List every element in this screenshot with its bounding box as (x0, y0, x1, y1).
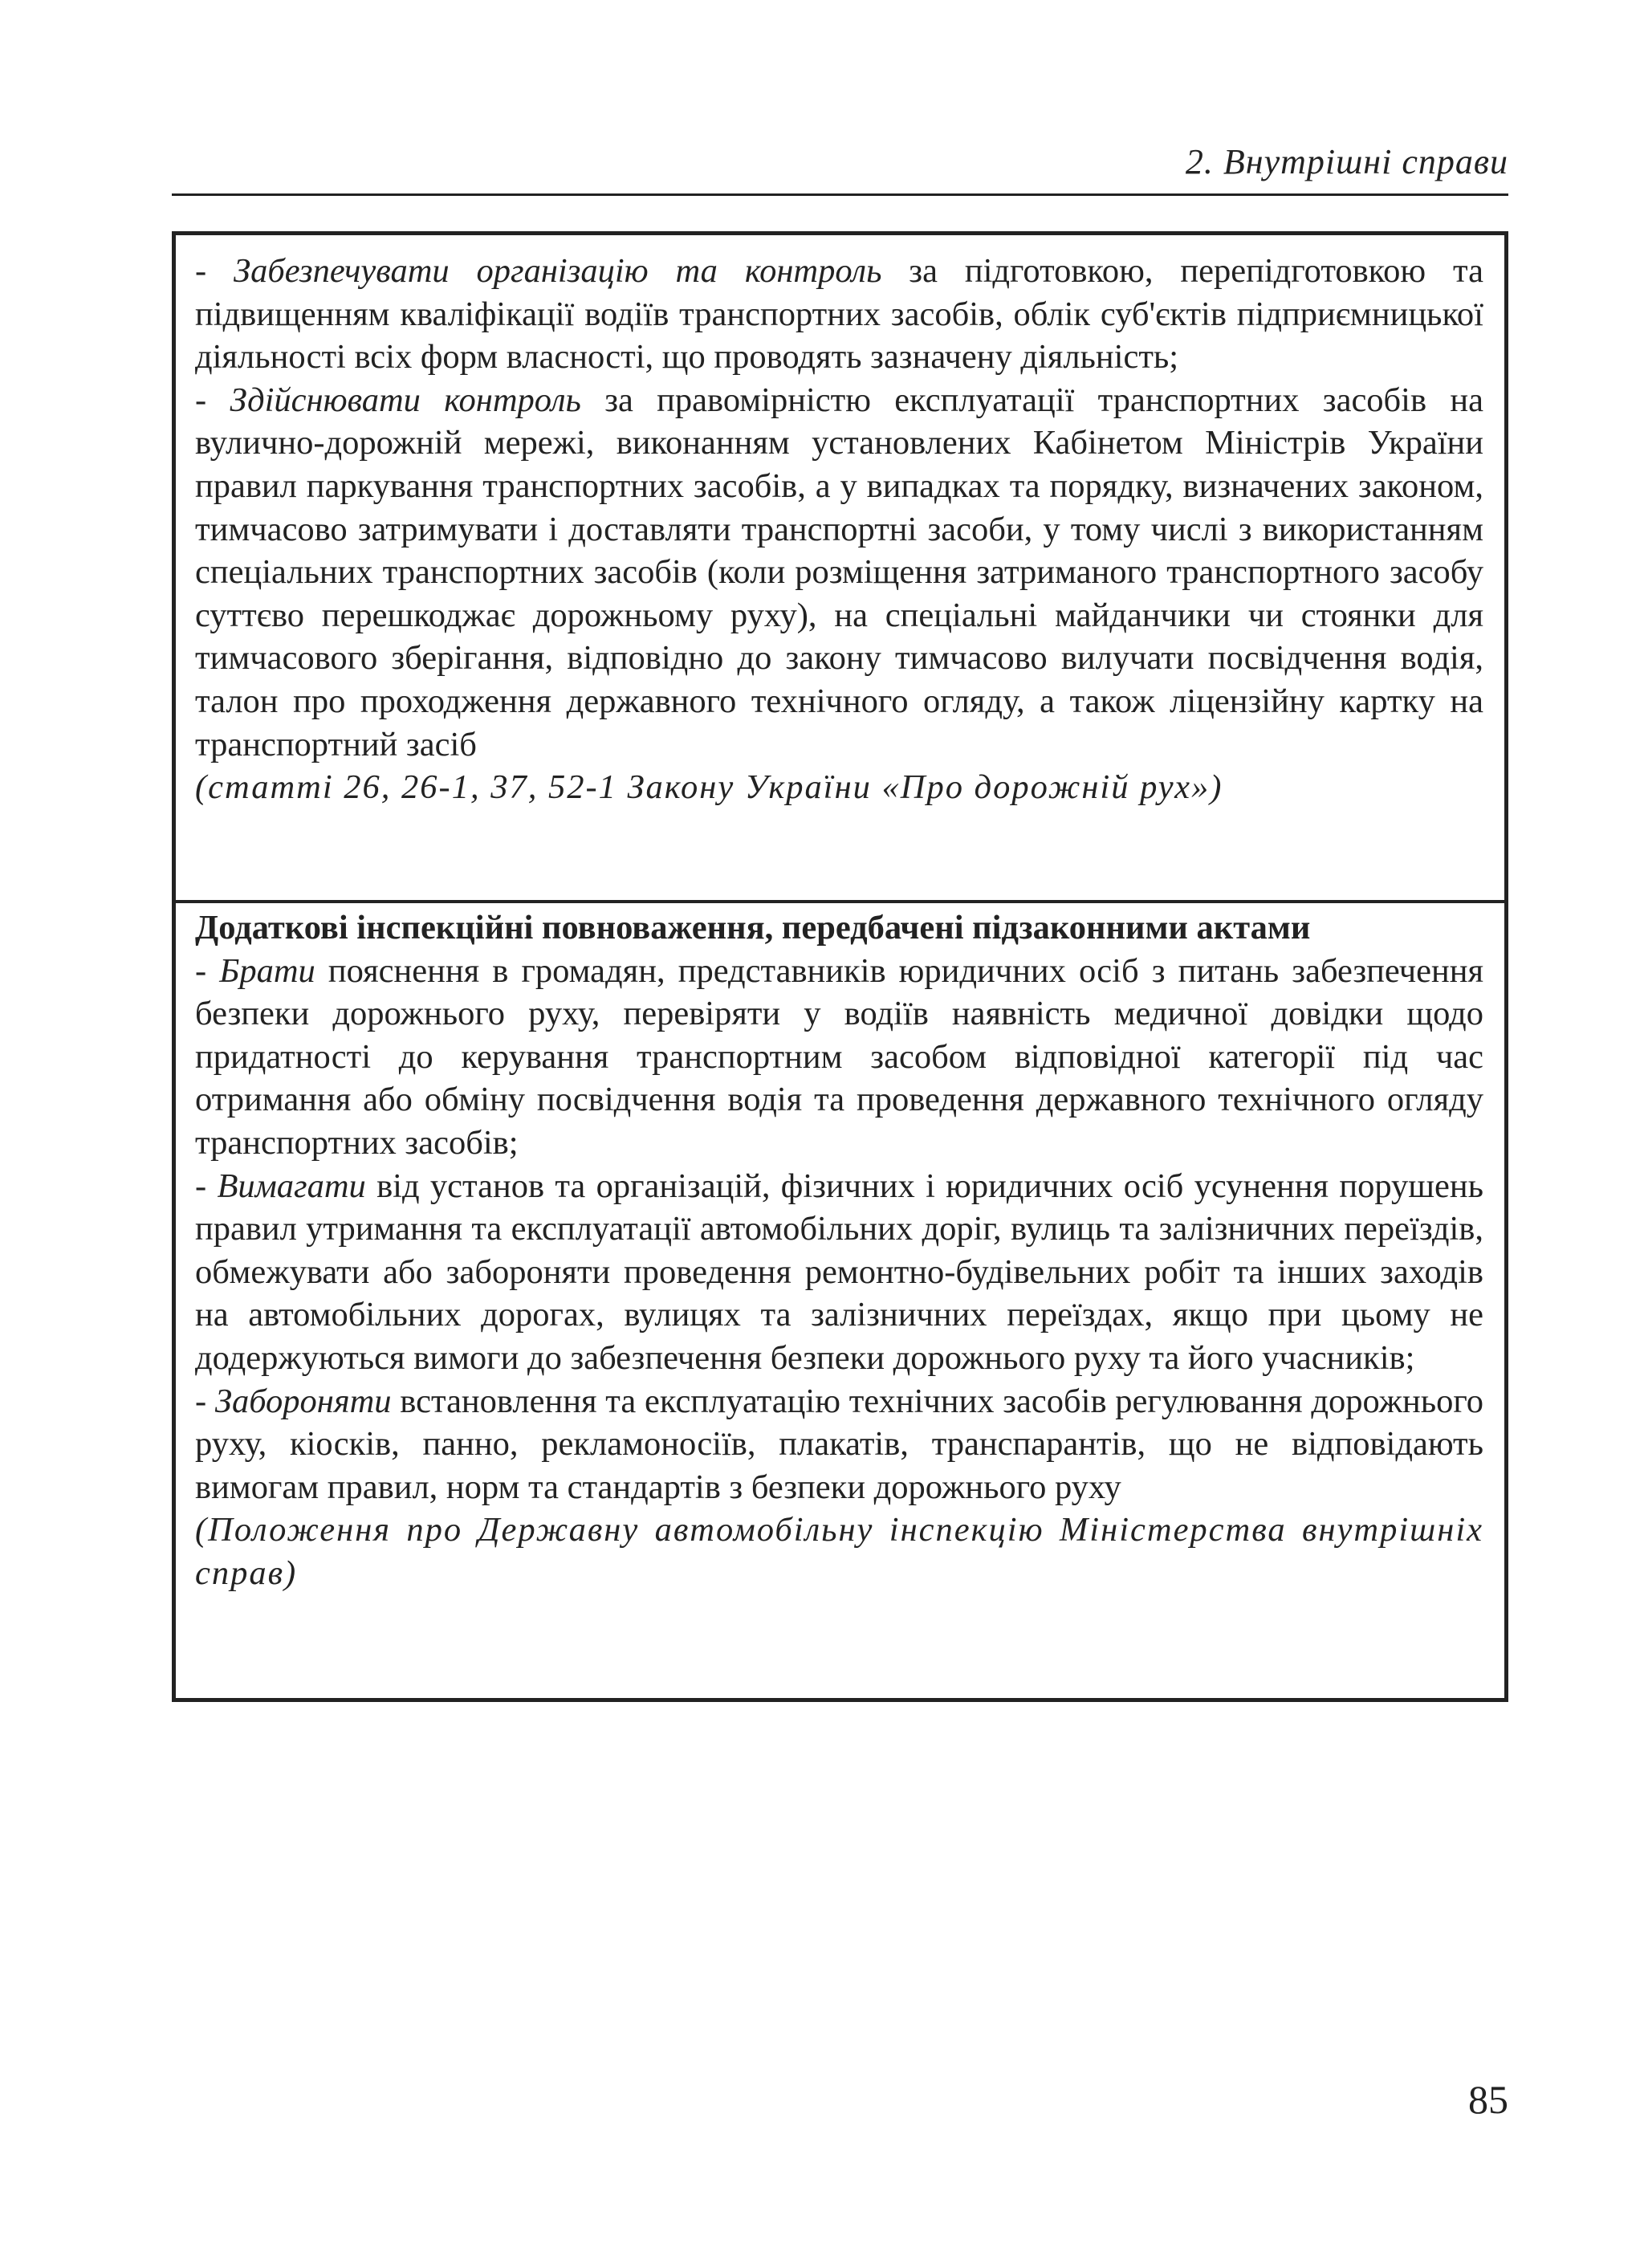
header-rule (172, 193, 1508, 196)
table-section-bylaw-powers (176, 906, 1504, 1595)
list-item-dash: - (195, 951, 220, 990)
list-item-dash: - (195, 1382, 215, 1420)
legal-citation: (Положення про Державну автомобільну інспекцію Міністерства внутрішніх справ) (195, 1511, 1483, 1592)
list-item-emphasis: Забороняти (214, 1382, 392, 1420)
page-number: 85 (1468, 2077, 1508, 2122)
powers-table (172, 231, 1508, 1702)
list-item-text: встановлення та експлуатацію технічних засобів регулювання дорожнього руху, кіосків, панно, рекламоносіїв, плакатів, транспарантів, що не відповідають вимогам правил, норм та стандартів з безпеки дорожнього руху (195, 1382, 1483, 1506)
list-item-dash: - (195, 381, 230, 419)
list-item (195, 250, 1483, 379)
legal-citation: (статті 26, 26-1, 37, 52-1 Закону України «Про дорожній рух») (195, 768, 1223, 807)
list-item-emphasis: Вимагати (217, 1167, 366, 1205)
section-heading: Додаткові інспекційні повноваження, передбачені підзаконними актами (195, 909, 1311, 947)
running-header-chapter-title: 2. Внутрішні справи (1185, 142, 1508, 181)
table-section-road-traffic-law (176, 250, 1504, 809)
list-item-text: за підготовкою, перепідготовкою та підвищенням кваліфікації водіїв транспортних засобів, облік суб'єктів підприємницької діяльності всіх форм власності, що проводять зазначену діяльність; (195, 252, 1484, 377)
list-item (195, 379, 1483, 766)
section-divider (176, 900, 1504, 903)
list-item-emphasis: Брати (219, 951, 315, 990)
list-item-text: пояснення в громадян, представників юридичних осіб з питань забезпечення безпеки дорожнього руху, перевіряти у водіїв наявність медичної довідки щодо придатності до керування транспортним засобом відповідної категорії під час отримання або обміну посвідчення водія та проведення державного технічного огляду транспортних засобів; (195, 951, 1484, 1162)
list-item-emphasis: Здійснювати контроль (230, 381, 581, 419)
list-item-text: за правомірністю експлуатації транспортних засобів на вулично-дорожній мережі, виконанням установлених Кабінетом Міністрів України правил паркування транспортних засобів, а у випадках та порядку, визначених законом, тимчасово затримувати і доставляти транспортні засоби, у тому числі з використанням спеціальних транспортних засобів (коли розміщення затриманого транспортного засобу суттєво перешкоджає дорожньому руху), на спеціальні майданчики чи стоянки для тимчасового зберігання, відповідно до закону тимчасово вилучати посвідчення водія, талон про проходження державного технічного огляду, а також ліцензійну картку на транспортний засіб (195, 381, 1483, 763)
list-item (195, 1165, 1483, 1380)
list-item (195, 1380, 1483, 1509)
list-item-dash: - (195, 1167, 218, 1205)
list-item-text: від установ та організацій, фізичних і юридичних осіб усунення порушень правил утримання та експлуатації автомобільних доріг, вулиць та залізничних переїздів, обмежувати або забороняти проведення ремонтно-будівельних робіт та інших заходів на автомобільних дорогах, вулицях та залізничних переїздах, якщо при цьому не додержуються вимоги до забезпечення безпеки дорожнього руху та його учасників; (195, 1167, 1483, 1377)
list-item-emphasis: Забезпечувати організацію та контроль (234, 252, 882, 290)
list-item-dash: - (195, 252, 234, 290)
list-item (195, 950, 1483, 1165)
